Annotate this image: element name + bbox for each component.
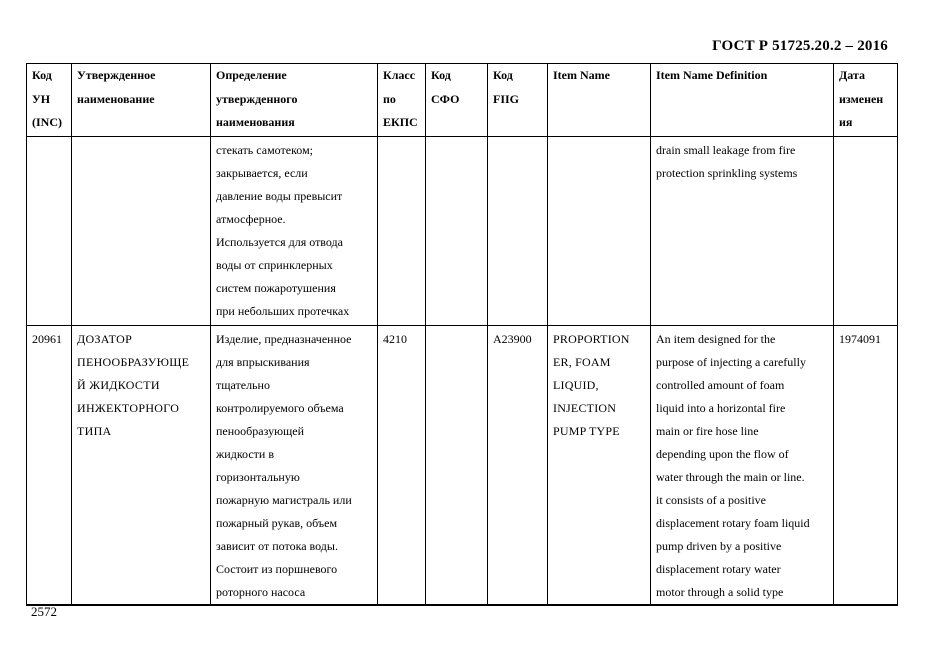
- header-date: Дата изменен ия: [834, 64, 898, 137]
- cell-approved-name: ДОЗАТОР ПЕНООБРАЗУЮЩЕ Й ЖИДКОСТИ ИНЖЕКТОРНОГО ТИПА: [72, 326, 211, 606]
- cell-item-name: [548, 137, 651, 326]
- cell-class: 4210: [378, 326, 426, 606]
- cell-date: 1974091: [834, 326, 898, 606]
- cell-sfo: [426, 326, 488, 606]
- cell-approved-name: [72, 137, 211, 326]
- header-inc: Код УН (INC): [27, 64, 72, 137]
- cell-inc: 20961: [27, 326, 72, 606]
- header-definition: Определение утвержденного наименования: [211, 64, 378, 137]
- cell-date: [834, 137, 898, 326]
- page-number: 2572: [31, 604, 57, 619]
- header-fiig: Код FIIG: [488, 64, 548, 137]
- header-item-name-definition: Item Name Definition: [651, 64, 834, 137]
- cell-inc: [27, 137, 72, 326]
- cell-item-name: PROPORTION ER, FOAM LIQUID, INJECTION PUMP TYPE: [548, 326, 651, 606]
- header-sfo: Код СФО: [426, 64, 488, 137]
- cell-item-definition: An item designed for the purpose of injecting a carefully controlled amount of foam liquid into a horizontal fire main or fire hose line depending upon the flow of water through the main or line. it consists of a positive displacement rotary foam liquid pump driven by a positive displacement rotary water motor through a solid type: [651, 326, 834, 606]
- cell-fiig: A23900: [488, 326, 548, 606]
- cell-sfo: [426, 137, 488, 326]
- cell-class: [378, 137, 426, 326]
- table-row: [27, 326, 898, 606]
- header-class: Класс по ЕКПС: [378, 64, 426, 137]
- catalog-table: [26, 63, 898, 606]
- cell-definition: стекать самотеком; закрывается, если давление воды превысит атмосферное. Используется для отвода воды от спринклерных систем пожаротушения при небольших протечках: [211, 137, 378, 326]
- table-header-row: [27, 64, 898, 137]
- cell-fiig: [488, 137, 548, 326]
- table-row-continuation: [27, 137, 898, 326]
- cell-definition: Изделие, предназначенное для впрыскивания тщательно контролируемого объема пенообразующей жидкости в горизонтальную пожарную магистраль или пожарный рукав, объем зависит от потока воды. Состоит из поршневого роторного насоса: [211, 326, 378, 606]
- cell-item-definition: drain small leakage from fire protection sprinkling systems: [651, 137, 834, 326]
- standard-title: ГОСТ Р 51725.20.2 – 2016: [712, 38, 888, 54]
- header-approved-name: Утвержденное наименование: [72, 64, 211, 137]
- header-item-name: Item Name: [548, 64, 651, 137]
